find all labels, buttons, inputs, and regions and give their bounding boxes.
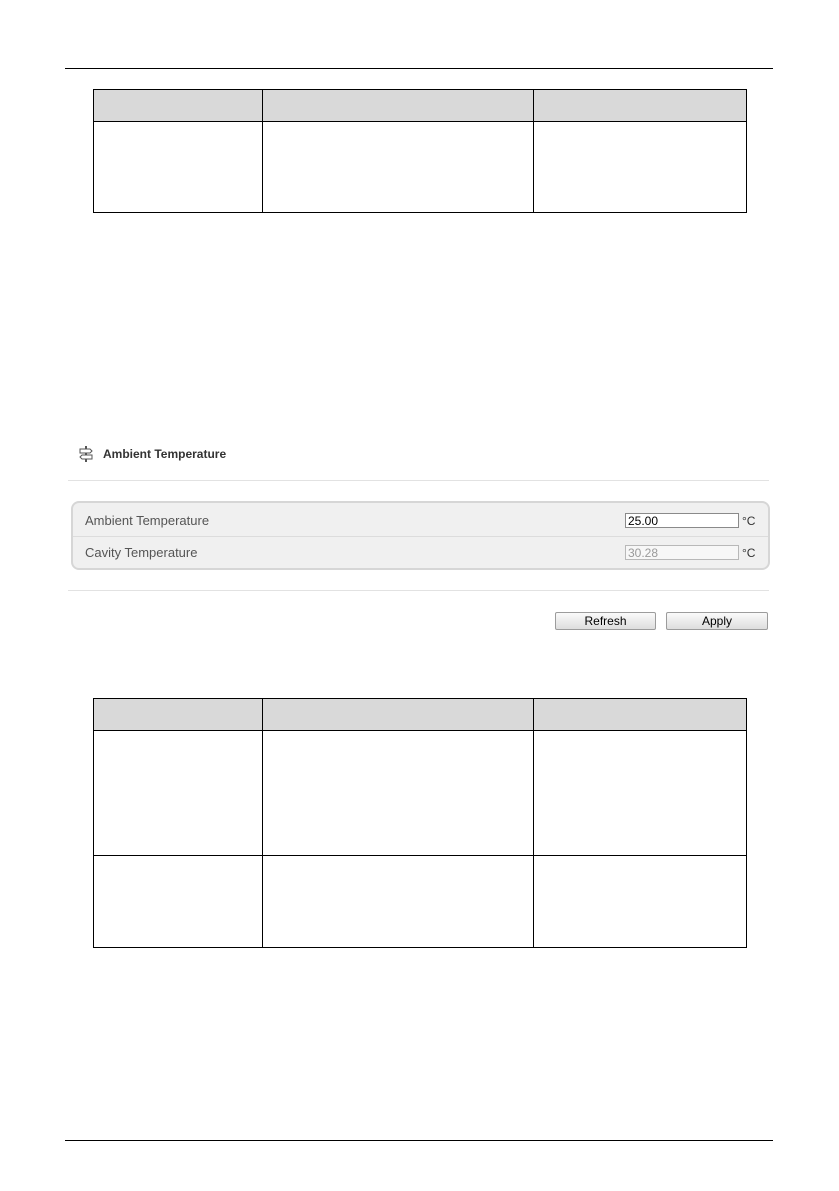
panel-divider-bottom (68, 590, 769, 591)
parameter-table-bottom (93, 698, 747, 948)
panel-title (79, 444, 226, 464)
ambient-temperature-row (73, 505, 768, 537)
table-row (94, 856, 747, 948)
table-cell (94, 122, 263, 213)
table-header-row (94, 90, 747, 122)
table-cell (94, 731, 263, 856)
cavity-temperature-unit: °C (742, 545, 756, 560)
parameter-table-top (93, 89, 747, 213)
temperature-panel (71, 501, 770, 570)
table-cell (534, 122, 747, 213)
cavity-temperature-row (73, 537, 768, 568)
signpost-icon (79, 446, 93, 462)
table-header-row (94, 699, 747, 731)
table-row (94, 122, 747, 213)
table-header-cell (534, 699, 747, 731)
cavity-temperature-label: Cavity Temperature (85, 545, 198, 560)
panel-title-label: Ambient Temperature (103, 447, 227, 461)
cavity-temperature-input (625, 545, 739, 560)
apply-button[interactable]: Apply (666, 612, 768, 630)
table-row (94, 731, 747, 856)
table-cell (263, 122, 534, 213)
refresh-button[interactable]: Refresh (555, 612, 656, 630)
table-cell (263, 856, 534, 948)
panel-divider-top (68, 480, 769, 481)
table-header-cell (263, 90, 534, 122)
ambient-temperature-input[interactable] (625, 513, 739, 528)
table-header-cell (94, 90, 263, 122)
page-header-rule (65, 68, 773, 69)
table-cell (534, 731, 747, 856)
page-footer-rule (65, 1140, 773, 1141)
table-cell (94, 856, 263, 948)
table-cell (534, 856, 747, 948)
table-header-cell (534, 90, 747, 122)
ambient-temperature-unit: °C (742, 513, 756, 528)
table-cell (263, 731, 534, 856)
ambient-temperature-label: Ambient Temperature (85, 513, 210, 528)
table-header-cell (263, 699, 534, 731)
table-header-cell (94, 699, 263, 731)
